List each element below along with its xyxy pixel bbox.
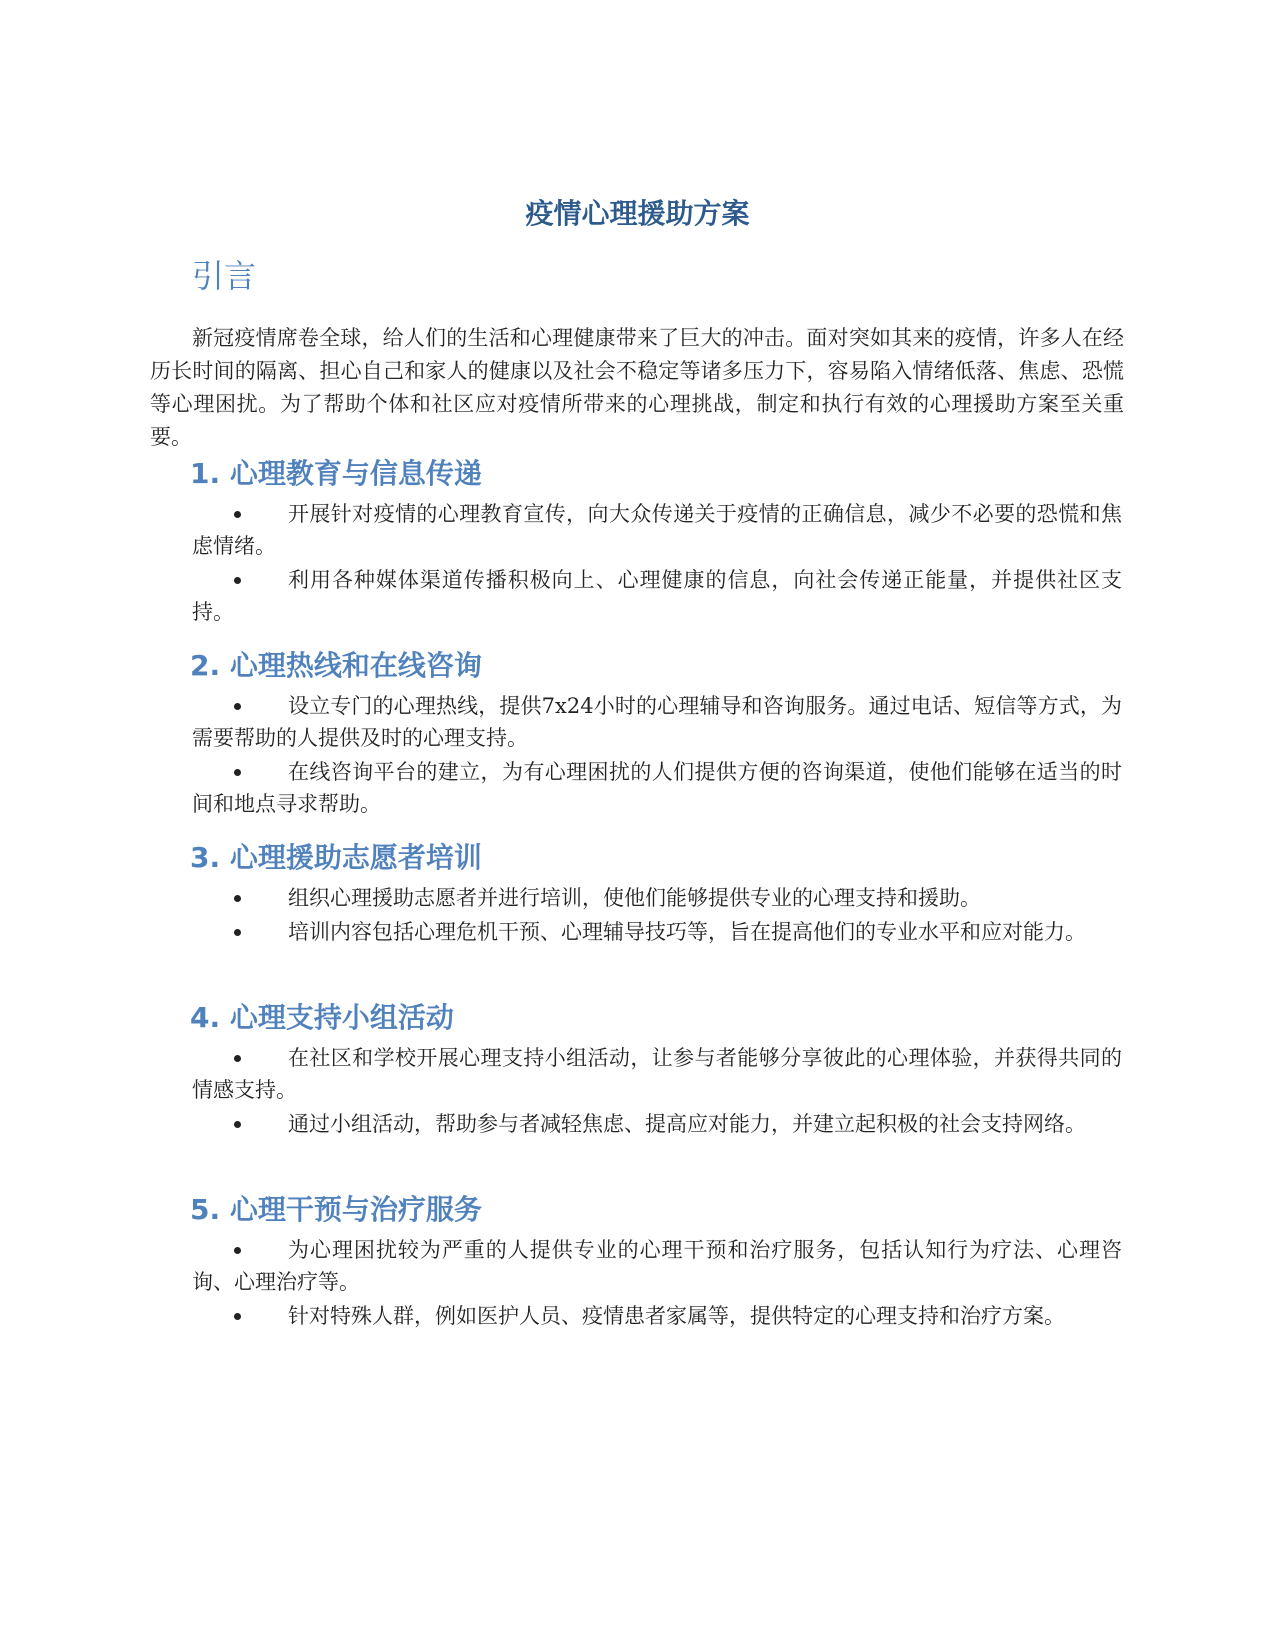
bullet-icon xyxy=(234,1247,241,1254)
list-item-text: 在线咨询平台的建立，为有心理困扰的人们提供方便的咨询渠道，使他们能够在适当的时间和地点寻求帮助。 xyxy=(192,760,1122,816)
bullet-icon xyxy=(234,1313,241,1320)
bullet-icon xyxy=(234,895,241,902)
section-2 xyxy=(192,648,1122,822)
list-item-text: 组织心理援助志愿者并进行培训，使他们能够提供专业的心理支持和援助。 xyxy=(288,886,981,910)
list-item xyxy=(192,882,1122,914)
list-item-text: 培训内容包括心理危机干预、心理辅导技巧等，旨在提高他们的专业水平和应对能力。 xyxy=(288,920,1086,944)
list-item xyxy=(192,690,1122,754)
document-title: 疫情心理援助方案 xyxy=(525,197,750,230)
section-5 xyxy=(192,1192,1122,1334)
list-item xyxy=(192,498,1122,562)
intro-paragraph: 新冠疫情席卷全球，给人们的生活和心理健康带来了巨大的冲击。面对突如其来的疫情，许多人在经历长时间的隔离、担心自己和家人的健康以及社会不稳定等诸多压力下，容易陷入情绪低落、焦虑、恐慌等心理困扰。为了帮助个体和社区应对疫情所带来的心理挑战，制定和执行有效的心理援助方案至关重要。 xyxy=(150,326,1124,449)
list-item xyxy=(192,1108,1122,1140)
bullet-list xyxy=(192,690,1122,820)
list-item-text: 在社区和学校开展心理支持小组活动，让参与者能够分享彼此的心理体验，并获得共同的情感支持。 xyxy=(192,1046,1122,1102)
list-item xyxy=(192,564,1122,628)
list-item xyxy=(192,1234,1122,1298)
list-item-text: 通过小组活动，帮助参与者减轻焦虑、提高应对能力，并建立起积极的社会支持网络。 xyxy=(288,1112,1086,1136)
list-item-text: 利用各种媒体渠道传播积极向上、心理健康的信息，向社会传递正能量，并提供社区支持。 xyxy=(192,568,1122,624)
list-item xyxy=(192,756,1122,820)
bullet-list xyxy=(192,498,1122,628)
section-heading: 2. 心理热线和在线咨询 xyxy=(190,649,482,682)
bullet-icon xyxy=(234,1121,241,1128)
bullet-icon xyxy=(234,929,241,936)
list-item-text: 设立专门的心理热线，提供7x24小时的心理辅导和咨询服务。通过电话、短信等方式，为需要帮助的人提供及时的心理支持。 xyxy=(192,694,1122,750)
bullet-icon xyxy=(234,769,241,776)
list-item xyxy=(192,1300,1122,1332)
section-heading: 4. 心理支持小组活动 xyxy=(190,1001,454,1034)
list-item-text: 开展针对疫情的心理教育宣传，向大众传递关于疫情的正确信息，减少不必要的恐慌和焦虑情绪。 xyxy=(192,502,1122,558)
bullet-icon xyxy=(234,1055,241,1062)
list-item-text: 针对特殊人群，例如医护人员、疫情患者家属等，提供特定的心理支持和治疗方案。 xyxy=(288,1304,1065,1328)
list-item xyxy=(192,916,1122,948)
bullet-icon xyxy=(234,577,241,584)
list-item-text: 为心理困扰较为严重的人提供专业的心理干预和治疗服务，包括认知行为疗法、心理咨询、心理治疗等。 xyxy=(192,1238,1122,1294)
section-3 xyxy=(192,840,1122,950)
bullet-icon xyxy=(234,703,241,710)
intro-heading: 引言 xyxy=(192,257,257,295)
section-1 xyxy=(192,456,1122,630)
bullet-list xyxy=(192,882,1122,948)
list-item xyxy=(192,1042,1122,1106)
section-4 xyxy=(192,1000,1122,1142)
bullet-list xyxy=(192,1042,1122,1140)
bullet-list xyxy=(192,1234,1122,1332)
section-heading: 1. 心理教育与信息传递 xyxy=(190,457,482,490)
section-heading: 5. 心理干预与治疗服务 xyxy=(190,1193,482,1226)
section-heading: 3. 心理援助志愿者培训 xyxy=(190,841,482,874)
bullet-icon xyxy=(234,511,241,518)
